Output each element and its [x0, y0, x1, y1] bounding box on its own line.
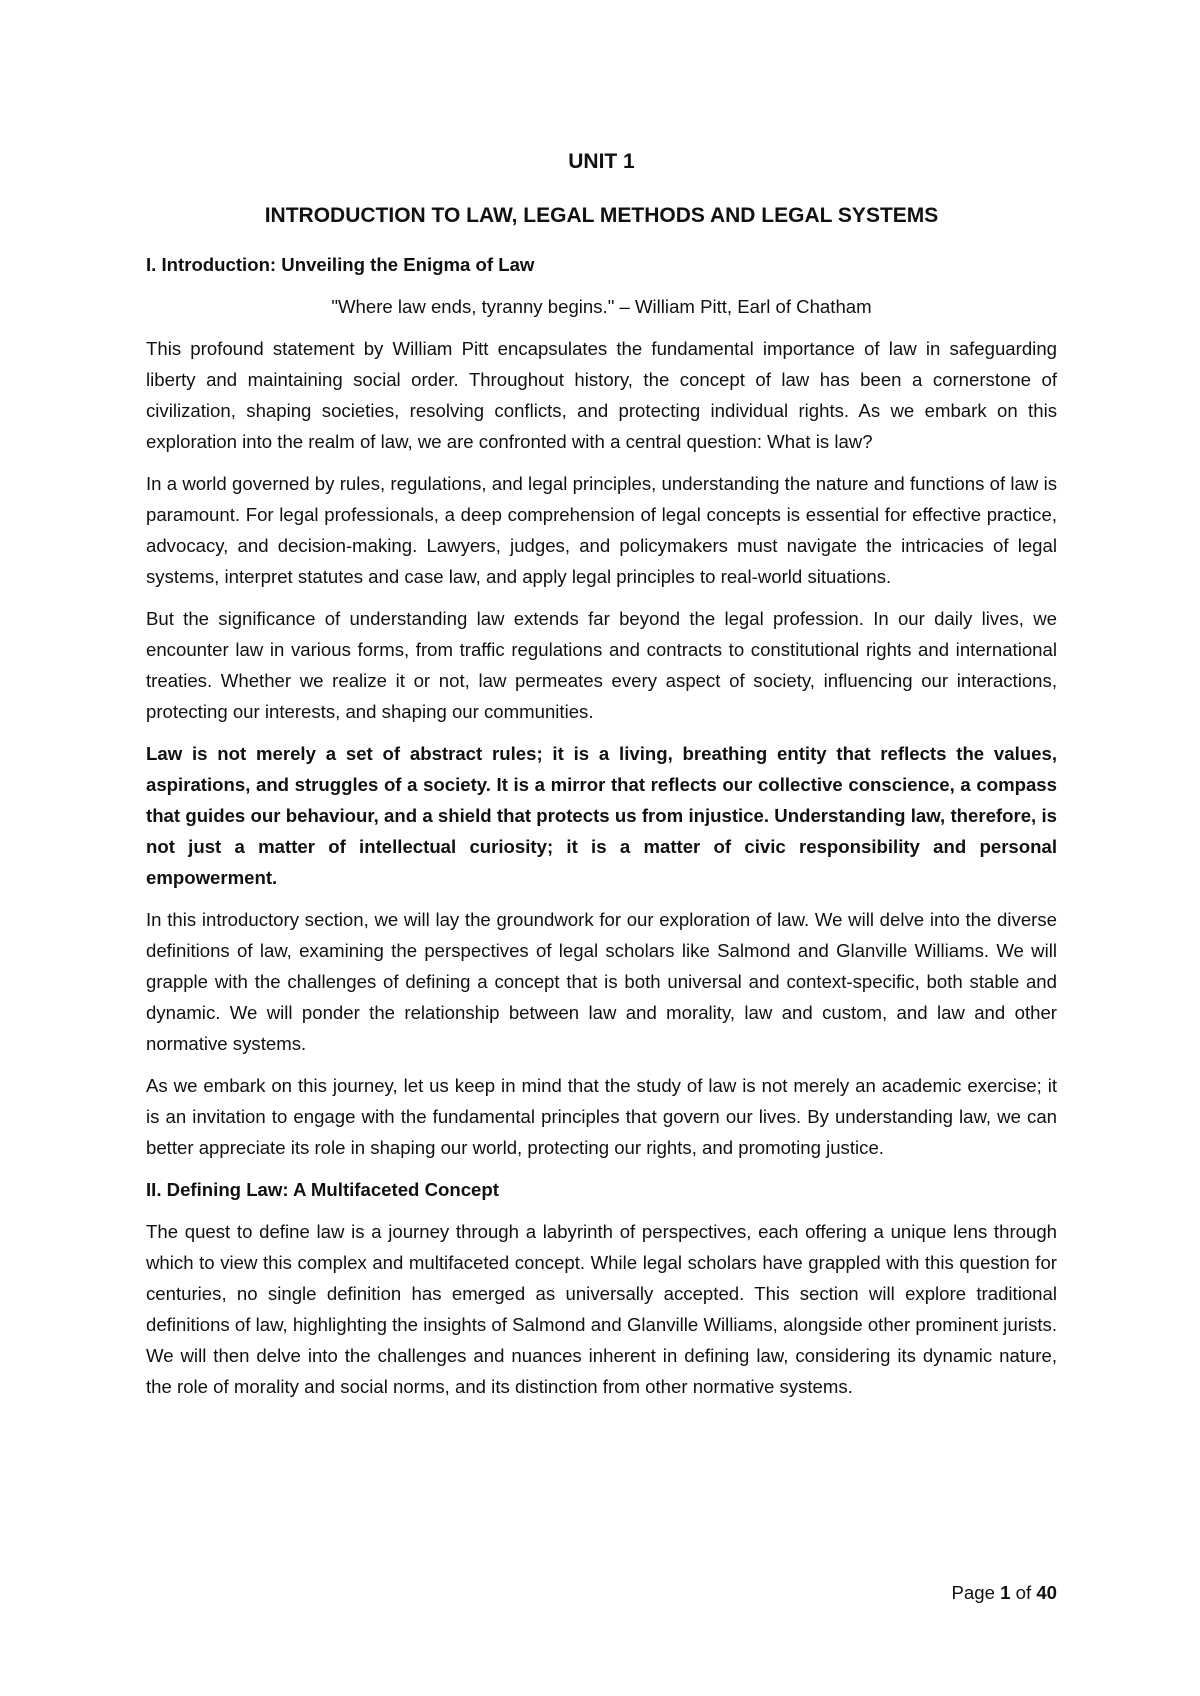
- section-2-heading: II. Defining Law: A Multifaceted Concept: [146, 1179, 499, 1200]
- unit-label: UNIT 1: [568, 150, 635, 173]
- paragraph: In a world governed by rules, regulations, and legal principles, understanding the nature and functions of law is paramount. For legal professionals, a deep comprehension of legal concepts is essential for effective practice, advocacy, and decision-making. Lawyers, judges, and policymakers must navigate the intricacies of legal systems, interpret statutes and case law, and apply legal principles to real-world situations.: [146, 473, 1057, 587]
- total-pages: 40: [1036, 1582, 1057, 1603]
- paragraph: This profound statement by William Pitt encapsulates the fundamental importance of law in safeguarding liberty and maintaining social order. Throughout history, the concept of law has been a cornerstone of civilization, shaping societies, resolving conflicts, and protecting individual rights. As we embark on this exploration into the realm of law, we are confronted with a central question: What is law?: [146, 338, 1057, 452]
- document-title: INTRODUCTION TO LAW, LEGAL METHODS AND LEGAL SYSTEMS: [264, 204, 939, 227]
- section-1-heading: I. Introduction: Unveiling the Enigma of Law: [146, 254, 535, 275]
- paragraph: But the significance of understanding law extends far beyond the legal profession. In our daily lives, we encounter law in various forms, from traffic regulations and contracts to constitutional rights and international treaties. Whether we realize it or not, law permeates every aspect of society, influencing our interactions, protecting our interests, and shaping our communities.: [146, 608, 1057, 722]
- of-word: of: [1015, 1582, 1032, 1603]
- emphasis-paragraph: Law is not merely a set of abstract rules; it is a living, breathing entity that reflects the values, aspirations, and struggles of a society. It is a mirror that reflects our collective conscience, a compass that guides our behaviour, and a shield that protects us from injustice. Understanding law, therefore, is not just a matter of intellectual curiosity; it is a matter of civic responsibility and personal empowerment.: [146, 743, 1057, 888]
- paragraph: In this introductory section, we will lay the groundwork for our exploration of law. We will delve into the diverse definitions of law, examining the perspectives of legal scholars like Salmond and Glanville Williams. We will grapple with the challenges of defining a concept that is both universal and context-specific, both stable and dynamic. We will ponder the relationship between law and morality, law and custom, and law and other normative systems.: [146, 909, 1057, 1054]
- page-word: Page: [951, 1582, 995, 1603]
- epigraph-quote: "Where law ends, tyranny begins." – William Pitt, Earl of Chatham: [331, 296, 872, 317]
- page-number: 1: [1000, 1582, 1011, 1603]
- document-page: [146, 0, 1057, 1696]
- document-body: [146, 249, 1057, 1413]
- paragraph: The quest to define law is a journey through a labyrinth of perspectives, each offering a unique lens through which to view this complex and multifaceted concept. While legal scholars have grappled with this question for centuries, no single definition has emerged as universally accepted. This section will explore traditional definitions of law, highlighting the insights of Salmond and Glanville Williams, alongside other prominent jurists. We will then delve into the challenges and nuances inherent in defining law, considering its dynamic nature, the role of morality and social norms, and its distinction from other normative systems.: [146, 1221, 1057, 1397]
- page-footer: [952, 1580, 1058, 1606]
- paragraph: As we embark on this journey, let us keep in mind that the study of law is not merely an academic exercise; it is an invitation to engage with the fundamental principles that govern our lives. By understanding law, we can better appreciate its role in shaping our world, protecting our rights, and promoting justice.: [146, 1075, 1057, 1158]
